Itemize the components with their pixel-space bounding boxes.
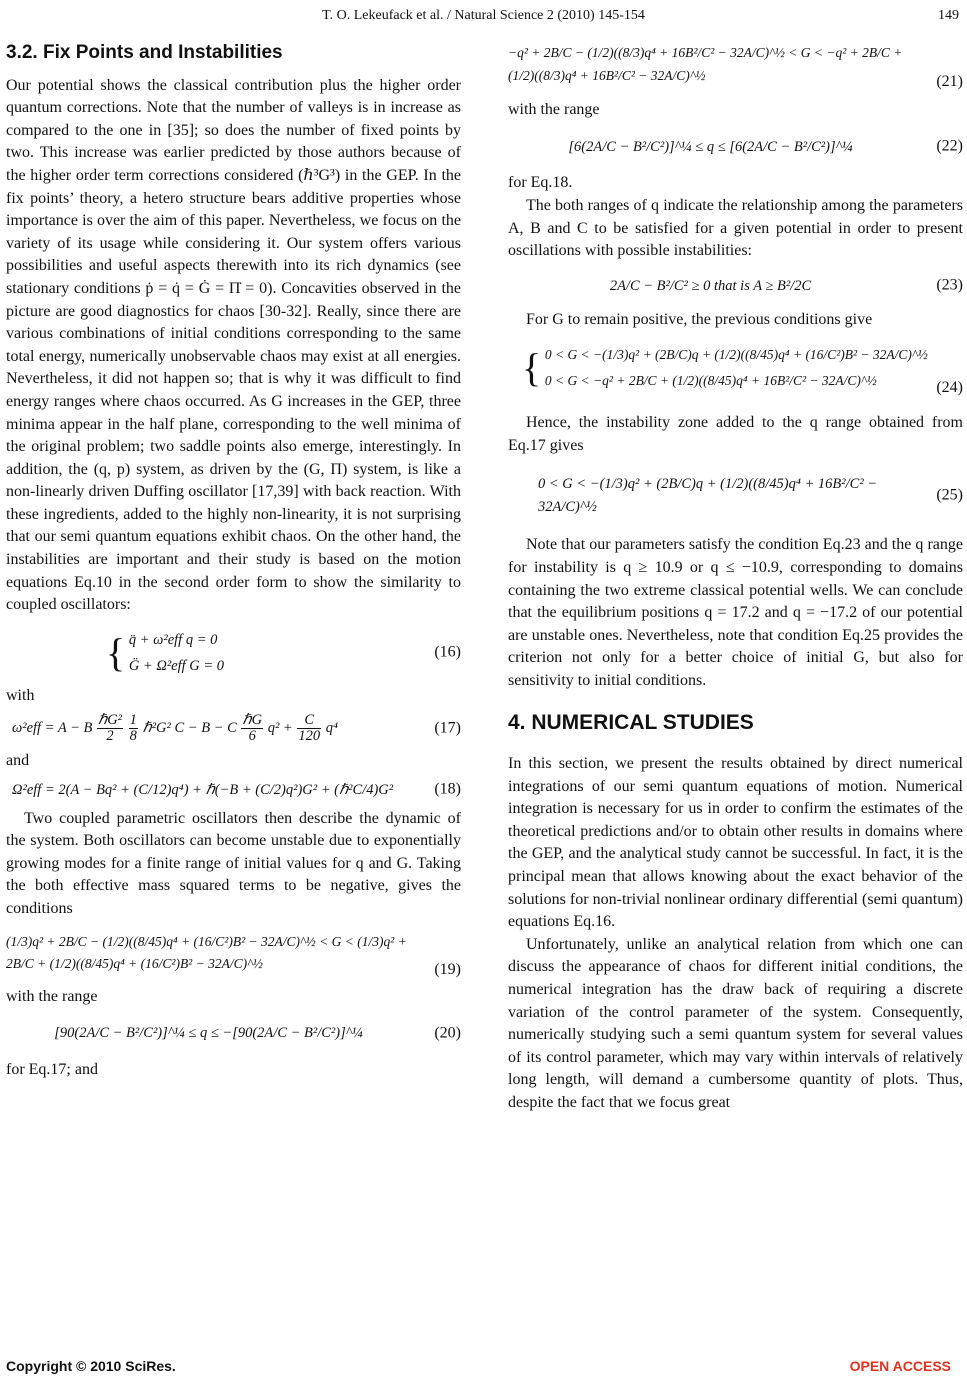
section-title-3-2: 3.2. Fix Points and Instabilities <box>6 42 283 63</box>
equation-16-line-2: G̈ + Ω²eff G = 0 <box>128 657 225 674</box>
equation-18: Ω²eff = 2(A − Bq² + (C/12)q⁴) + ℏ(−B + (C/2)q²)G² + (ℏ²C/4)G² (18) <box>6 779 461 802</box>
equation-number: (19) <box>434 961 461 979</box>
equation-number: (22) <box>936 137 963 155</box>
equation-17-frac: $\frac{C}{120}$ <box>298 712 321 745</box>
equation-number: (17) <box>434 719 461 737</box>
equation-24-line-2: 0 < G < −q² + 2B/C + (1/2)((8/45)q⁴ + 16B²/C² − 32A/C)^½ <box>544 372 877 388</box>
paragraph: Our potential shows the classical contribution plus the higher order quantum corrections. Note that the number of valleys is in increase as compared to the one in [35]; so does the number of fixed points by two. This increase was earlier predicted by those authors because of the higher order term corrections considered (ℏ³G³) in the GEP. In the fix points’ theory, a hetero structure bears additive properties whose importance is over the aim of this paper. Nevertheless, we focus on the variety of its usage while considering it. Our system offers various possibilities and useful aspects therewith into its rich dynamics (see stationary conditions ṗ = q̇ = Ġ = Π̇ = 0). Concavities observed in the picture are good diagnostics for chaos [30-32]. Really, since there are various combinations of initial conditions corresponding to the same total energy, numerically unobservable chaos may exist at all energies. Nevertheless, it did not happen so; that is why it was difficult to find energy ranges where chaos occurred. As G increases in the GEP, three minima appear in the half plane, corresponding to the well minima of the original problem; two saddle points also emerge, interestingly. In addition, the (q, p) system, as driven by the (G, Π) system, is like a non-linearly driven Duffing oscillator [17,39] with back reaction. With these ingredients, added to the highly non-linearity, it is not surprising that our semi quantum equations exhibit chaos. On the other hand, the instabilities are important and their study is based on the motion equations Eq.10 in the second order form to show the similarity to coupled oscillators: <box>6 76 461 614</box>
equation-22: [6(2A/C − B²/C²)]^¼ ≤ q ≤ [6(2A/C − B²/C²)]^¼ (22) <box>508 136 963 159</box>
equation-number: (25) <box>936 486 963 504</box>
paragraph: with the range <box>508 101 600 119</box>
paragraph: The both ranges of q indicate the relationship among the parameters A, B and C to be satisfied for a given potential in order to present oscillations with possible instabilities: <box>508 196 963 260</box>
equation-17-frac: $\frac{\text{ℏG}}{6}$ <box>242 712 263 745</box>
paragraph: Hence, the instability zone added to the q range obtained from Eq.17 gives <box>508 413 963 454</box>
equation-17 <box>6 713 461 744</box>
paragraph: with the range <box>6 987 98 1005</box>
equation-24-line-1: 0 < G < −(1/3)q² + (2B/C)q + (1/2)((8/45)q⁴ + (16/C²)B² − 32A/C)^½ <box>544 346 928 362</box>
right-column <box>508 42 963 1115</box>
paragraph: for Eq.17; and <box>6 1060 98 1078</box>
paragraph: For G to remain positive, the previous conditions give <box>526 311 873 329</box>
section-title-4: 4. NUMERICAL STUDIES <box>508 711 754 735</box>
equation-number: (18) <box>434 781 461 799</box>
paragraph: In this section, we present the results obtained by direct numerical integrations of our semi quantum equations of motion. Numerical integration is necessary for us in order to confirm the estimates of the theoretical predictions and/or to obtain other results in domains where the GEP, and the analytical study cannot be successful. In fact, it is the principal mean that allows knowing about the exact behavior of the solutions for non-trivial nonlinear ordinary differential (semi quantum) equations Eq.16. <box>508 755 963 931</box>
equation-17-term: q⁴ <box>325 720 338 737</box>
paragraph: Unfortunately, unlike an analytical relation from which one can discuss the appearance of chaos for different initial conditions, the numerical integration has the draw back of requiring a discrete variation of the control parameter of the system. Consequently, numerically studying such a semi quantum system for several values of its control parameter, which may vary within intervals of relatively long length, will demand a cumbersome quantity of plots. Thus, despite the fact that we focus great <box>508 935 963 1111</box>
equation-17-term: ℏ²G² C − B − C <box>142 720 237 737</box>
open-access-label: OPEN ACCESS <box>849 1358 951 1374</box>
paragraph: and <box>6 752 30 770</box>
equation-number: (16) <box>434 643 461 661</box>
paragraph: for Eq.18. <box>508 174 573 192</box>
equation-17-frac: $\frac{1}{8}$ <box>129 712 137 745</box>
equation-20: [90(2A/C − B²/C²)]^¼ ≤ q ≤ −[90(2A/C − B²/C²)]^¼ (20) <box>6 1022 461 1045</box>
paragraph: Note that our parameters satisfy the condition Eq.23 and the q range for instability is q ≥ 10.9 or q ≤ −10.9, corresponding to domains containing the two extreme classical potential wells. We can conclude that the equilibrium positions q = 17.2 and q = −17.2 of our potential are unstable ones. Nevertheless, note that condition Eq.25 provides the criterion not only for a better choice of initial G, but also for sensitivity to initial conditions. <box>508 536 963 689</box>
equation-number: (21) <box>936 72 963 90</box>
equation-16-line-1: q̈ + ω²eff q = 0 <box>128 631 218 648</box>
equation-16: { q̈ + ω²eff q = 0 G̈ + Ω²eff G = 0 (16) <box>6 627 461 679</box>
equation-number: (20) <box>434 1024 461 1042</box>
left-column <box>6 42 461 1082</box>
page-number: 149 <box>938 8 959 23</box>
paragraph: Two coupled parametric oscillators then describe the dynamic of the system. Both oscillators can become unstable due to exponentially growing modes for a finite range of initial values for q and G. Taking the both effective mass squared terms to be negative, gives the conditions <box>6 809 461 917</box>
equation-23: 2A/C − B²/C² ≥ 0 that is A ≥ B²/2C (23) <box>508 275 963 298</box>
equation-19: (1/3)q² + 2B/C − (1/2)((8/45)q⁴ + (16/C²)B² − 32A/C)^½ < G < (1/3)q² + 2B/C + (1/2)((8/45)q⁴ + (16/C²)B² − 32A/C)^½ (19) <box>6 931 461 976</box>
equation-17-term: A − B <box>57 720 93 737</box>
equation-24: { 0 < G < −(1/3)q² + (2B/C)q + (1/2)((8/45)q⁴ + (16/C²)B² − 32A/C)^½ 0 < G < −q² + 2B/C + (1/2)((8/45)q⁴ + 16B²/C² − 32A/C)^½ (24) <box>508 342 963 394</box>
equation-number: (23) <box>936 276 963 294</box>
equation-21: −q² + 2B/C − (1/2)((8/3)q⁴ + 16B²/C² − 32A/C)^½ < G < −q² + 2B/C + (1/2)((8/3)q⁴ + 16B²/C² − 32A/C)^½ (21) <box>508 42 963 87</box>
equation-17-lhs: ω²eff = <box>12 720 55 737</box>
equation-25: 0 < G < −(1/3)q² + (2B/C)q + (1/2)((8/45)q⁴ + 16B²/C² − 32A/C)^½ (25) <box>538 476 963 515</box>
paragraph: with <box>6 686 35 704</box>
equation-17-term: q² + <box>267 720 293 737</box>
equation-number: (24) <box>936 379 963 397</box>
equation-17-frac: $\frac{\text{ℏG²}}{2}$ <box>98 712 123 745</box>
running-header: T. O. Lekeufack et al. / Natural Science 2 (2010) 145-154 <box>322 8 645 23</box>
copyright-notice: Copyright © 2010 SciRes. <box>6 1358 176 1374</box>
